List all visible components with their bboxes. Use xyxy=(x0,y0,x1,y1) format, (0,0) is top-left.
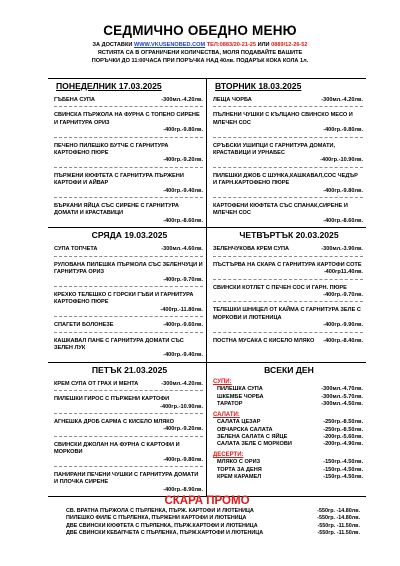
menu-item-line xyxy=(54,381,203,388)
menu-item-price-line xyxy=(54,307,203,314)
menu-grid xyxy=(48,78,366,497)
notice-line-2: ПОРЪЧКИ ДО 11:00ЧАСА ПРИ ПОРЪЧКА НАД 40лв. ПОДАРЪК КОКА КОЛА 1л. xyxy=(91,58,309,65)
day-section-every-day xyxy=(207,363,366,496)
menu-item-name: ПЪСТЪРВА НА СКАРА С ГАРНИТУРА КАРТОФИ СОТЕ xyxy=(213,261,362,268)
menu-item-name: ЛЕЩА ЧОРБА xyxy=(213,97,252,103)
menu-item xyxy=(213,107,363,137)
every-day-item-name: САЛАТА ЗЕЛЕ С МОРКОВИ xyxy=(217,441,292,448)
menu-item-price-line xyxy=(54,457,203,464)
menu-item-price: -400гр.-8.60лв. xyxy=(163,217,203,224)
menu-item-price: -400гр.-9.70лв. xyxy=(163,276,203,283)
menu-item xyxy=(54,391,203,414)
every-day-item-name: ТАРАТОР xyxy=(217,401,243,408)
menu-item-name: ЗЕЛЕНЧУКОВА КРЕМ СУПА xyxy=(213,246,290,253)
menu-item-price-line xyxy=(213,157,363,164)
menu-item-price: -400гр.-8.60лв. xyxy=(323,217,363,224)
menu-item xyxy=(213,138,363,168)
menu-item-price-line xyxy=(54,188,203,195)
menu-item-line xyxy=(213,97,363,104)
phone-2[interactable]: 0889/12-26-52 xyxy=(271,42,308,48)
day-title: ВТОРНИК 18.03.2025 xyxy=(215,81,302,91)
menu-item-price: -400гр.-9.90лв. xyxy=(323,322,363,329)
menu-item xyxy=(54,168,203,198)
every-day-item-name: МЛЯКО С ОРИЗ xyxy=(217,459,261,466)
category-label: САЛАТИ: xyxy=(213,411,240,418)
every-day-item xyxy=(213,441,363,448)
every-day-item-price: -250гр.-8.50лв. xyxy=(323,426,363,433)
menu-item-price-line xyxy=(213,269,363,276)
day-section-thursday xyxy=(207,228,366,361)
day-section-monday xyxy=(48,79,207,227)
menu-item-price-line xyxy=(54,404,203,411)
menu-item xyxy=(54,287,203,317)
phone-1[interactable]: ТЕЛ:0883/20-21-25 xyxy=(206,42,257,48)
menu-item-price: -400гр.-9.80лв. xyxy=(323,127,363,134)
menu-item-price: -400гр.-8.40лв. xyxy=(323,337,363,344)
every-day-item-price: -200гр.-4.90лв. xyxy=(323,441,363,448)
every-day-item xyxy=(213,419,363,426)
every-day-item xyxy=(213,467,363,474)
every-day-item-price: -150гр.-4.50лв. xyxy=(323,459,363,466)
menu-item-price: -300мл.-3.90лв. xyxy=(321,246,363,253)
every-day-item-name: ЗЕЛЕНА САЛАТА С ЯЙЦЕ xyxy=(217,433,288,440)
website-link[interactable]: WWW.VKUSENOBED.COM xyxy=(133,42,206,48)
menu-item-line xyxy=(213,338,363,345)
menu-item xyxy=(54,437,203,467)
every-day-item-price: -150гр.-4.50лв. xyxy=(323,466,363,473)
day-title: ПОНЕДЕЛНИК 17.03.2025 xyxy=(56,81,162,91)
every-day-item xyxy=(213,434,363,441)
menu-row xyxy=(48,79,366,228)
every-day-item-name: ПИЛЕШКА СУПА xyxy=(217,386,263,393)
menu-item-name: ПИЛЕШКИ ДЖОБ С ШУНКА,КАШКАВАЛ,СОС ЧЕДЪР И ГАРН.КАРТОФЕНО ПЮРЕ xyxy=(213,172,358,187)
promo-item-price: -550гр. -11.50лв. xyxy=(317,522,360,529)
menu-item xyxy=(213,280,363,303)
menu-item-name: ПОСТНА МУСАКА С КИСЕЛО МЛЯКО xyxy=(213,337,315,344)
category-label: ДЕСЕРТИ: xyxy=(213,451,244,458)
menu-item-price: -400гр.-9.20лв. xyxy=(163,157,203,164)
menu-item-price: -400гр.-9.20лв. xyxy=(163,426,203,433)
promo-item xyxy=(48,530,366,537)
menu-item xyxy=(213,241,363,256)
menu-item-price: -400гр.-9.40лв. xyxy=(163,187,203,194)
menu-item-name: СРЪБСКИ УШИПЦИ С ГАРНИТУРА ДОМАТИ, КРАСТАВИЦИ И УРНАБЕС xyxy=(213,142,336,157)
menu-item-name: РУЛОВАНА ПИЛЕШКА ПЪРЖОЛА СЪС ЗЕЛЕНЧУЦИ И ГАРНИТУРА ОРИЗ xyxy=(54,261,203,276)
menu-item-name: СУПА ТОПЧЕТА xyxy=(54,246,98,253)
menu-item-price: -300мл.-4.20лв. xyxy=(161,97,203,103)
menu-item-price: -400гр.-9.60лв. xyxy=(163,322,203,329)
menu-item xyxy=(54,92,203,107)
menu-item-line xyxy=(54,97,203,104)
menu-item-name: КРЕХКО ТЕЛЕШКО С ГОРСКИ ГЪБИ И ГАРНИТУРА КАРТОФЕНО ПЮРЕ xyxy=(54,291,194,306)
every-day-item-price: -150гр.-4.50лв. xyxy=(323,474,363,481)
menu-item-price-line xyxy=(213,292,363,299)
menu-item-name: ПЪРЖЕНИ КЮФТЕТА С ГАРНИТУРА ПЪРЖЕНИ КАРТОФИ И АЙВАР xyxy=(54,172,184,187)
every-day-item-price: -250гр.-8.50лв. xyxy=(323,419,363,426)
every-day-item-price: -300мл.-5.70лв. xyxy=(321,393,363,400)
menu-item-name: ПЕЧЕНО ПИЛЕШКО БУТЧЕ С ГАРНИТУРА КАРТОФЕНО ПЮРЕ xyxy=(54,142,169,157)
menu-item xyxy=(54,317,203,332)
every-day-item xyxy=(213,427,363,434)
menu-item xyxy=(54,198,203,227)
menu-row xyxy=(48,228,366,362)
menu-item xyxy=(54,333,203,362)
menu-item xyxy=(213,168,363,198)
menu-item-price-line xyxy=(54,127,203,134)
menu-item-price: -400гр.-9.70лв. xyxy=(323,291,363,298)
every-day-item xyxy=(213,386,363,393)
day-section-wednesday xyxy=(48,228,207,361)
promo-title: СКАРА ПРОМО xyxy=(164,495,250,507)
menu-item-line xyxy=(213,246,363,253)
menu-item-name: СВИНСКА ПЪРЖОЛА НА ФУРНА С ТОПЕНО СИРЕНЕ И ГАРНИТУРА ОРИЗ xyxy=(54,112,200,126)
every-day-item xyxy=(213,459,363,466)
menu-item-name: СВИНСКИ КОТЛЕТ С ПЕЧЕН СОС И ГАРН. ПЮРЕ xyxy=(213,284,347,291)
every-day-item-name: САЛАТА ЦЕЗАР xyxy=(217,419,261,426)
menu-item-line xyxy=(54,322,203,329)
menu-item xyxy=(213,198,363,227)
menu-item-name: СПАГЕТИ БОЛОНЕЗЕ xyxy=(54,322,114,329)
menu-item xyxy=(213,257,363,280)
menu-row xyxy=(48,363,366,497)
menu-item-price: -400гр.-8.90лв. xyxy=(163,486,203,493)
every-day-item-price: -300мл.-4.70лв. xyxy=(321,386,363,393)
promo-item-name: ДВЕ СВИНСКИ КЕБАПЧЕТА С ПЪРЛЕНКА, ПЪРЖ.КАРТОФИ И ЛЮТЕНИЦА xyxy=(66,529,264,536)
menu-item-price: -400гр.-11.80лв. xyxy=(160,306,203,313)
day-section-tuesday xyxy=(207,79,366,227)
menu-item-price-line xyxy=(54,352,203,359)
every-day-item xyxy=(213,401,363,408)
menu-item-name: БЪРКАНИ ЯЙЦА СЪС СИРЕНЕ С ГАРНИТУРА ДОМАТИ И КРАСТАВИЦИ xyxy=(54,203,179,217)
menu-item-name: СВИНСКИ ДЖОЛАН НА ФУРНА С КАРТОФИ И МОРКОВИ xyxy=(54,441,180,456)
every-day-item-name: ШКЕМБЕ ЧОРБА xyxy=(217,393,264,400)
menu-item-price: -400гр11.40лв. xyxy=(323,269,363,276)
menu-item-name: КАШКАВАЛ ПАНЕ С ГАРНИТУРА ДОМАТИ СЪС ЗЕЛЕН ЛУК xyxy=(54,337,184,351)
menu-item-name: КРЕМ СУПА ОТ ГРАХ И МЕНТА xyxy=(54,380,139,387)
menu-item-price-line xyxy=(213,188,363,195)
every-day-item xyxy=(213,474,363,481)
menu-item-price-line xyxy=(54,218,203,225)
promo-item-name: ПИЛЕШКО ФИЛЕ С ПЪРЛЕНКА, ПЪРЖЕНИ КАРТОФИ И ЛЮТЕНИЦА xyxy=(66,515,247,522)
menu-item xyxy=(213,92,363,107)
menu-title: СЕДМИЧНО ОБЕДНО МЕНЮ xyxy=(103,23,297,38)
menu-item xyxy=(54,467,203,496)
day-section-friday xyxy=(48,363,207,496)
menu-item-price: -300мл.-4.20лв. xyxy=(321,97,363,103)
menu-item xyxy=(54,107,203,137)
menu-item xyxy=(54,414,203,437)
menu-item-price: -400гр.-9.80лв. xyxy=(163,127,203,134)
menu-item-price-line xyxy=(213,127,363,134)
notice-line-1: ЯСТИЯТА СА В ОГРАНИЧЕНИ КОЛИЧЕСТВА, МОЛЯ ПОДАВАЙТЕ ВАШИТЕ xyxy=(97,50,303,57)
menu-item xyxy=(213,333,363,347)
menu-item-price: -400гр.-9.80лв. xyxy=(163,456,203,463)
menu-item-name: ПЪЛНЕНИ ЧУШКИ С КЪЛЦАНО СВИНСКО МЕСО И МЛЕЧЕН СОС xyxy=(213,112,353,126)
every-day-item-name: ТОРТА ЗА ДЕНЯ xyxy=(217,466,262,473)
menu-item xyxy=(54,241,203,256)
day-title: ПЕТЪК 21.03.2025 xyxy=(91,364,168,375)
day-title: ЧЕТВЪРТЪК 20.03.2025 xyxy=(239,230,339,241)
every-day-item-price: -300мл.-4.50лв. xyxy=(321,401,363,408)
grill-promo xyxy=(48,494,366,537)
promo-item xyxy=(48,523,366,530)
menu-item-price-line xyxy=(54,277,203,284)
menu-item-price: -300мл.-4.60лв. xyxy=(161,246,203,253)
menu-item-price: -400гр.-9.40лв. xyxy=(163,352,203,359)
menu-item-price-line xyxy=(54,157,203,164)
every-day-item-name: ОВЧАРСКА САЛАТА xyxy=(217,426,273,433)
every-day-item xyxy=(213,394,363,401)
menu-item-price: -400гр.-10.90лв. xyxy=(160,403,203,410)
promo-item-name: СВ. ВРАТНА ПЪРЖОЛА С ПЪРЛЕНКА, ПЪРЖ. КАРТОФИ И ЛЮТЕНИЦА xyxy=(66,508,254,514)
promo-item xyxy=(48,508,366,515)
every-day-title: ВСЕКИ ДЕН xyxy=(264,364,314,375)
menu-item-price: -400гр.-10.90лв. xyxy=(320,157,363,164)
menu-item-name: КАРТОФЕНИ КЮФТЕТА СЪС СПАНАК,СИРЕНЕ И МЛЕЧЕН СОС xyxy=(213,203,348,217)
contact-info xyxy=(0,41,400,66)
menu-item-price-line xyxy=(213,322,363,329)
menu-item-name: АГНЕШКА ДРОБ САРМА С КИСЕЛО МЛЯКО xyxy=(54,418,175,425)
menu-item xyxy=(54,138,203,168)
menu-item-name: ПИЛЕШКИ ГИРОС С ПЪРЖЕНИ КАРТОФИ xyxy=(54,396,170,403)
menu-item-price: -400гр.-9.80лв. xyxy=(323,187,363,194)
menu-item-name: ГЪБЕНА СУПА xyxy=(54,97,95,103)
promo-item-name: ДВЕ СВИНСКИ КЮФТЕТА С ПЪРЛЕНКА, ПЪРЖ.КАРТОФИ И ЛЮТЕНИЦА xyxy=(66,522,258,529)
menu-item xyxy=(213,302,363,332)
menu-item-price: -300мл.-4.20лв. xyxy=(161,380,203,387)
menu-item xyxy=(54,257,203,287)
promo-item xyxy=(48,515,366,522)
menu-item-line xyxy=(54,246,203,253)
or-label: ИЛИ xyxy=(257,42,270,48)
menu-item xyxy=(54,376,203,391)
menu-item-name: ПАНИРАНИ ПЕЧЕНИ ЧУШКИ С ГАРНИТУРА ДОМАТИ И ПЛОЧКА СИРЕНЕ xyxy=(54,472,199,486)
menu-item-price-line xyxy=(213,218,363,225)
menu-item-name: ТЕЛЕШКИ ШНИЦЕЛ ОТ КАЙМА С ГАРНИТУРА ЗЕЛЕ С МОРКОВИ И ЛЮТЕНИЦА xyxy=(213,307,361,321)
day-title: СРЯДА 19.03.2025 xyxy=(91,230,168,241)
delivery-label: ЗА ДОСТАВКИ xyxy=(92,42,133,48)
promo-item-price: -550гр. -11.50лв. xyxy=(317,529,360,536)
menu-item-price-line xyxy=(54,426,203,433)
promo-item-price: -550гр. -14.80лв. xyxy=(317,508,360,514)
every-day-item-price: -200гр.-5.60лв. xyxy=(323,433,363,440)
promo-list xyxy=(48,508,366,537)
every-day-item-name: КРЕМ КАРАМЕЛ xyxy=(217,474,262,481)
category-label: СУПИ: xyxy=(213,378,232,385)
promo-item-price: -550гр. -14.80лв. xyxy=(317,515,360,522)
every-day-list xyxy=(213,376,363,482)
